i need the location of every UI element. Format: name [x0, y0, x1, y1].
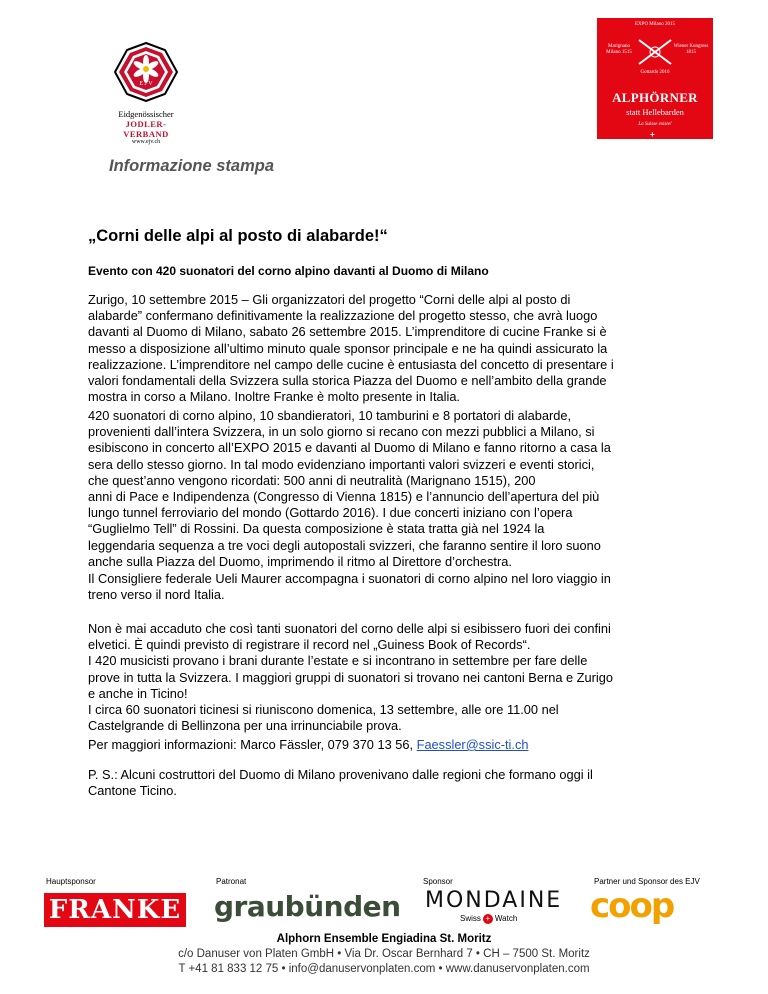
paragraph-2: [88, 408, 688, 570]
footer-title: Alphorn Ensemble Engiadina St. Moritz: [276, 933, 492, 945]
text-line: P. S.: Alcuni costruttori del Duomo di Milano provenivano dalle regioni che formano oggi il: [88, 767, 593, 782]
graubuenden-logo: graubünden: [214, 890, 401, 923]
ejv-logo: [108, 42, 184, 145]
text-line: I 420 musicisti provano i brani durante l’estate e si incontrano in settembre per fare delle: [88, 653, 588, 669]
alp-left-text: Marignano Milano 1515: [606, 44, 632, 55]
text-line: sera dello stesso giorno. In tal modo evidenziano importanti valori svizzeri e eventi storici,: [88, 456, 595, 472]
patronage-label: Patronat: [216, 877, 247, 886]
ejv-org-line1: Eidgenössischer: [118, 109, 174, 119]
text-line: esibiscono in concerto all’EXPO 2015 e davanti al Duomo di Milano e fanno ritorno a casa la: [88, 440, 611, 456]
alp-subtitle: statt Hellebarden: [626, 107, 684, 117]
contact-text: Per maggiori informazioni: Marco Fässler, 079 370 13 56,: [88, 737, 417, 752]
alp-motto: La Suisse existe!: [638, 122, 672, 127]
paragraph-1: [88, 292, 688, 405]
partner-label: Partner und Sponsor des EJV: [594, 877, 700, 886]
text-line: alabarde” confermano definitivamente la realizzazione del progetto stesso, che avrà luogo: [88, 308, 598, 324]
contact-paragraph: [88, 737, 688, 753]
text-line: mostra in corso a Milano. Inoltre Franke è molto presente in Italia.: [88, 389, 460, 405]
text-line: “Guglielmo Tell” di Rossini. Da questa composizione è stata tratta già nel 1924 la: [88, 521, 545, 537]
subheadline: Evento con 420 suonatori del corno alpino davanti al Duomo di Milano: [88, 264, 489, 278]
text-line: elvetici. È quindi previsto di registrare il record nel „Guiness Book of Records“.: [88, 637, 531, 653]
crossed-alphorns-icon: [637, 38, 673, 66]
alp-top-text: EXPO Milano 2015: [635, 22, 675, 27]
alp-right-text: Wiener Kongress 1815: [673, 44, 709, 55]
text-line: Il Consigliere federale Ueli Maurer accompagna i suonatori di corno alpino nel loro viaggio in: [88, 571, 611, 586]
headline: „Corni delle alpi al posto di alabarde!“: [88, 227, 388, 245]
text-line: anche sulla Piazza del Duomo, imprimendo il ritmo al Direttore d’orchestra.: [88, 553, 512, 569]
text-line: Zurigo, 10 settembre 2015 – Gli organizzatori del progetto “Corni delle alpi al posto di: [88, 292, 571, 307]
alp-title: ALPHÖRNER: [612, 90, 698, 105]
swiss-cross-icon: +: [650, 130, 655, 139]
text-line: realizzazione. L’imprenditore nel campo delle cucine è entusiasta del concetto di presentare i: [88, 356, 614, 372]
press-release-label: Informazione stampa: [109, 157, 275, 175]
text-line: prove in tutta la Svizzera. I maggiori gruppi di suonatori si trovano nei cantoni Berna e Zurigo: [88, 669, 613, 685]
text-line: messo a disposizione all’ultimo minuto quale sponsor principale e ne ha quindi assicurato la: [88, 340, 608, 356]
alphoerner-logo: [597, 18, 713, 139]
text-line: che quest’anno vengono ricordati: 500 anni di neutralità (Marignano 1515), 200: [88, 472, 536, 488]
text-line: treno verso il nord Italia.: [88, 587, 225, 603]
text-line: leggendaria sequenza a tre voci degli autopostali svizzeri, che faranno sentire il loro suono: [88, 537, 601, 553]
ejv-letters: E J V: [139, 81, 153, 87]
text-line: Non è mai accaduto che così tanti suonatori del corno delle alpi si esibissero fuori dei confini: [88, 621, 611, 636]
footer-address: c/o Danuser von Platen GmbH • Via Dr. Oscar Bernhard 7 • CH – 7500 St. Moritz: [178, 948, 590, 960]
main-sponsor-label: Hauptsponsor: [46, 877, 96, 886]
ejv-org-line2: JODLER-VERBAND: [123, 119, 169, 139]
footer-contact: T +41 81 833 12 75 • info@danuservonplaten.com • www.danuservonplaten.com: [178, 963, 590, 975]
text-line: lungo tunnel ferroviario del mondo (Gottardo 2016). I due concerti iniziano con l’opera: [88, 505, 573, 521]
mondaine-logo: MONDAINE: [425, 888, 563, 913]
paragraph-3: [88, 571, 688, 603]
alp-bottom-text: Gottardo 2016: [640, 70, 670, 75]
swiss-watch-tagline: [460, 914, 517, 924]
edelweiss-emblem-icon: [113, 42, 179, 102]
contact-email-link[interactable]: Faessler@ssic-ti.ch: [416, 737, 529, 752]
text-line: Castelgrande di Bellinzona per una irrinunciabile prova.: [88, 718, 402, 734]
coop-logo: coop: [590, 886, 674, 926]
swiss-cross-icon: +: [483, 914, 493, 924]
sponsor-label: Sponsor: [423, 877, 453, 886]
text-line: anni di Pace e Indipendenza (Congresso di Vienna 1815) e l’annuncio dell’apertura del più: [88, 489, 600, 505]
text-line: Cantone Ticino.: [88, 783, 177, 799]
text-line: e anche in Ticino!: [88, 685, 188, 701]
text-line: valori fondamentali della Svizzera sulla storica Piazza del Duomo e nell’ambito della grande: [88, 373, 607, 389]
ejv-url: www.ejv.ch: [131, 139, 161, 145]
swiss-text: Swiss: [460, 914, 481, 924]
text-line: provenienti dall’intera Svizzera, in un solo giorno si recano con mezzi pubblici a Milano, si: [88, 424, 595, 440]
text-line: 420 suonatori di corno alpino, 10 sbandieratori, 10 tamburini e 8 portatori di alabarde,: [88, 408, 572, 423]
text-line: I circa 60 suonatori ticinesi si riuniscono domenica, 13 settembre, alle ore 11.00 nel: [88, 702, 559, 718]
franke-logo: FRANKE: [44, 893, 186, 927]
postscript-paragraph: [88, 767, 688, 799]
paragraph-4: [88, 621, 688, 734]
watch-text: Watch: [494, 914, 518, 924]
text-line: davanti al Duomo di Milano, sabato 26 settembre 2015. L’imprenditore di cucine Franke si è: [88, 324, 607, 340]
